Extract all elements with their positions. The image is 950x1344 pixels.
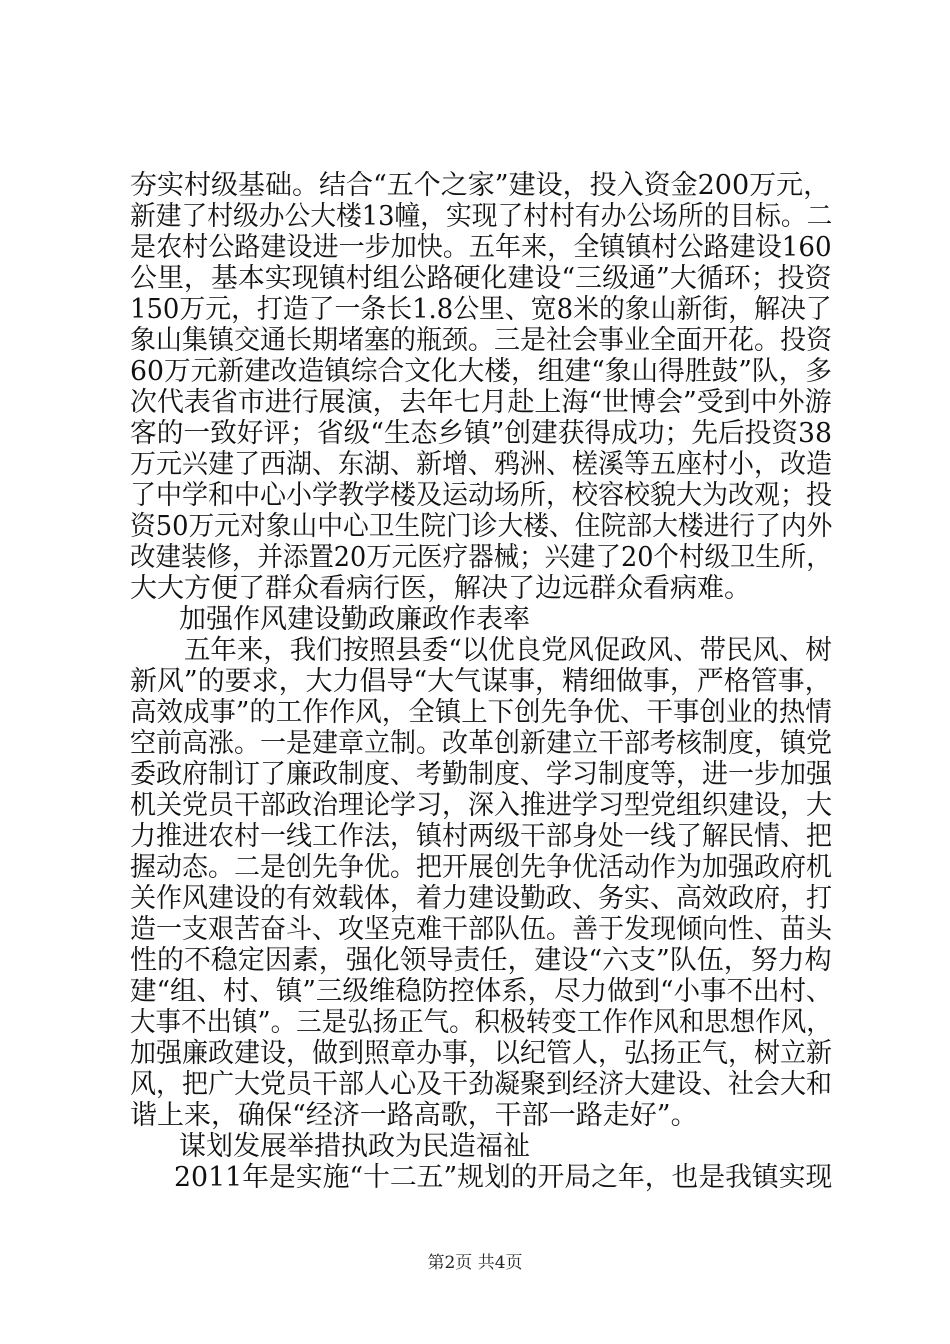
text-line: 新建了村级办公大楼13幢，实现了村村有办公场所的目标。二 xyxy=(130,201,833,232)
section-heading: 谋划发展举措执政为民造福祉 xyxy=(179,1131,530,1162)
text-line: 建“组、村、镇”三级维稳防控体系，尽力做到“小事不出村、 xyxy=(130,976,833,1007)
text-line: 象山集镇交通长期堵塞的瓶颈。三是社会事业全面开花。投资 xyxy=(130,325,832,356)
text-line: 力推进农村一线工作法，镇村两级干部身处一线了解民情、把 xyxy=(130,821,832,852)
text-line: 高效成事”的工作作风，全镇上下创先争优、干事创业的热情 xyxy=(130,697,832,728)
text-line: 2011年是实施“十二五”规划的开局之年，也是我镇实现 xyxy=(174,1162,833,1193)
text-line: 客的一致好评；省级“生态乡镇”创建获得成功；先后投资38 xyxy=(130,418,832,449)
text-line: 公里，基本实现镇村组公路硬化建设“三级通”大循环；投资 xyxy=(130,263,832,294)
text-line: 风，把广大党员干部人心及干劲凝聚到经济大建设、社会大和 xyxy=(130,1069,832,1100)
text-line: 五年来，我们按照县委“以优良党风促政风、带民风、树 xyxy=(184,635,832,666)
text-line: 万元兴建了西湖、东湖、新增、鸦洲、槎溪等五座村小，改造 xyxy=(130,449,832,480)
text-line: 夯实村级基础。结合“五个之家”建设，投入资金200万元， xyxy=(130,170,831,201)
text-line: 关作风建设的有效载体，着力建设勤政、务实、高效政府，打 xyxy=(130,883,832,914)
text-line: 大大方便了群众看病行医，解决了边远群众看病难。 xyxy=(130,573,751,604)
text-line: 委政府制订了廉政制度、考勤制度、学习制度等，进一步加强 xyxy=(130,759,832,790)
text-line: 150万元，打造了一条长1.8公里、宽8米的象山新街，解决了 xyxy=(130,294,832,325)
text-line: 大事不出镇”。三是弘扬正气。积极转变工作作风和思想作风， xyxy=(130,1007,832,1038)
text-line: 是农村公路建设进一步加快。五年来，全镇镇村公路建设160 xyxy=(130,232,832,263)
text-line: 握动态。二是创先争优。把开展创先争优活动作为加强政府机 xyxy=(130,852,832,883)
text-line: 加强廉政建设，做到照章办事，以纪管人，弘扬正气，树立新 xyxy=(130,1038,832,1069)
page-footer: 第2页 共4页 xyxy=(427,1253,523,1273)
text-line: 性的不稳定因素，强化领导责任，建设“六支”队伍，努力构 xyxy=(130,945,832,976)
text-line: 了中学和中心小学教学楼及运动场所，校容校貌大为改观；投 xyxy=(130,480,832,511)
text-line: 资50万元对象山中心卫生院门诊大楼、住院部大楼进行了内外 xyxy=(130,511,833,542)
text-line: 新风”的要求，大力倡导“大气谋事，精细做事，严格管事， xyxy=(130,666,832,697)
text-line: 60万元新建改造镇综合文化大楼，组建“象山得胜鼓”队，多 xyxy=(130,356,832,387)
text-line: 机关党员干部政治理论学习，深入推进学习型党组织建设，大 xyxy=(130,790,832,821)
text-line: 次代表省市进行展演，去年七月赴上海“世博会”受到中外游 xyxy=(130,387,832,418)
text-line: 谐上来，确保“经济一路高歌，干部一路走好”。 xyxy=(130,1100,698,1131)
text-line: 造一支艰苦奋斗、攻坚克难干部队伍。善于发现倾向性、苗头 xyxy=(130,914,832,945)
text-line: 空前高涨。一是建章立制。改革创新建立干部考核制度，镇党 xyxy=(130,728,832,759)
section-heading: 加强作风建设勤政廉政作表率 xyxy=(179,604,530,635)
text-line: 改建装修，并添置20万元医疗器械；兴建了20个村级卫生所， xyxy=(130,542,832,573)
